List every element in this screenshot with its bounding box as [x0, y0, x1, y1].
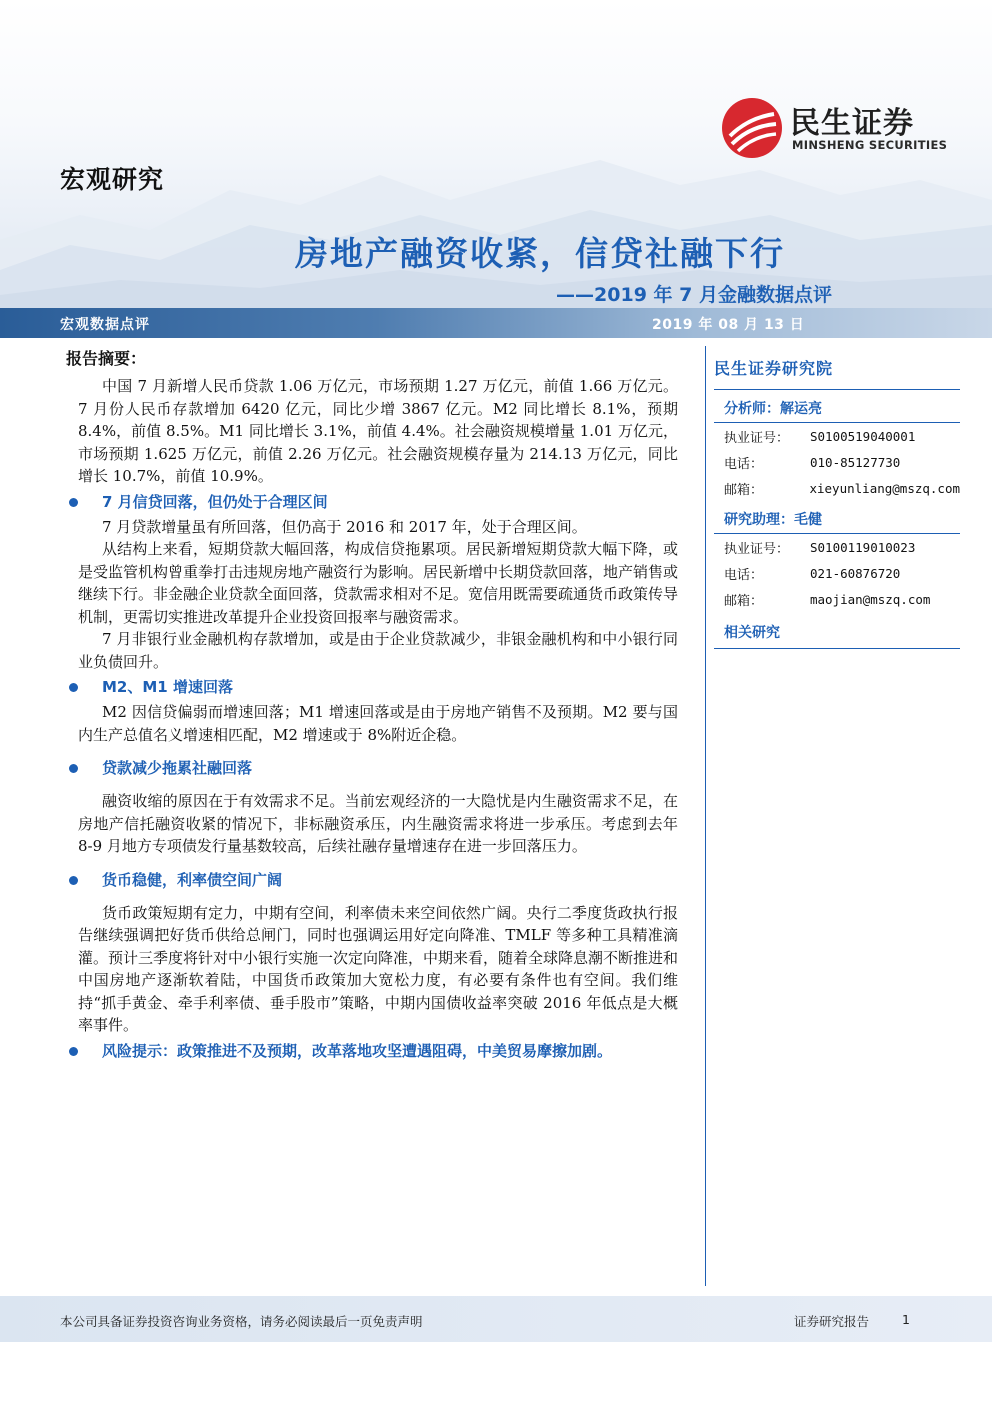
- page-footer: [0, 1296, 992, 1342]
- paragraph: 从结构上来看，短期贷款大幅回落，构成信贷拖累项。居民新增短期贷款大幅下降，或是受监管机构曾重拳打击违规房地产融资行为影响。居民新增中长期贷款回落，地产销售或继续下行。非金融企业贷款全面回落，贷款需求相对不足。宽信用既需要疏通货币政策传导机制，更需切实推进改革提升企业投资回报率与融资需求。: [78, 540, 679, 626]
- bullet-text: M2、M1 增速回落: [102, 678, 233, 696]
- bullet-heading-m2: [66, 677, 678, 697]
- institute-name: 民生证券研究院: [714, 356, 960, 390]
- license-key: 执业证号：: [724, 541, 790, 557]
- bullet-dot-icon: [69, 876, 78, 885]
- analyst-heading: 分析师：解运亮: [714, 390, 960, 423]
- bullet-dot-icon: [69, 683, 78, 692]
- analyst-phone-row: [714, 449, 960, 475]
- logo-chinese-name: 民生证券: [790, 106, 914, 141]
- report-subtitle: ——2019 年 7 月金融数据点评: [556, 284, 832, 306]
- license-value: S0100119010023: [810, 539, 916, 555]
- logo-english-name: MINSHENG SECURITIES: [792, 138, 948, 152]
- summary-label: 报告摘要：: [66, 349, 147, 368]
- category-bar: [0, 308, 992, 338]
- email-value[interactable]: xieyunliang@mszq.com: [809, 480, 960, 496]
- analyst-email-row: [714, 475, 960, 501]
- bullet-dot-icon: [69, 498, 78, 507]
- assistant-license-row: [714, 534, 960, 560]
- report-title: 房地产融资收紧，信贷社融下行: [295, 234, 785, 273]
- assistant-email-row: [714, 586, 960, 612]
- footer-disclaimer: 本公司具备证券投资咨询业务资格，请务必阅读最后一页免责声明: [60, 1314, 423, 1329]
- bullet-heading-financing: [66, 758, 678, 778]
- bullet-dot-icon: [69, 1047, 78, 1056]
- bullet-text: 贷款减少拖累社融回落: [102, 759, 253, 777]
- email-key: 邮箱：: [724, 482, 764, 498]
- phone-key: 电话：: [724, 456, 764, 472]
- phone-value: 010-85127730: [810, 454, 901, 470]
- analyst-license-row: [714, 423, 960, 449]
- assistant-phone-row: [714, 560, 960, 586]
- section-label: 宏观研究: [60, 165, 165, 194]
- sidebar: [714, 356, 960, 649]
- phone-key: 电话：: [724, 567, 764, 583]
- paragraph: M2 因信贷偏弱而增速回落；M1 增速回落或是由于房地产销售不及预期。M2 要与国内生产总值名义增速相匹配，M2 增速或于 8%附近企稳。: [78, 703, 678, 744]
- bullet-heading-credit: [66, 492, 678, 512]
- report-category: 宏观数据点评: [60, 317, 150, 333]
- bullet-heading-risk: [66, 1041, 678, 1061]
- bullet-text: 7 月信贷回落，但仍处于合理区间: [102, 492, 328, 511]
- footer-doc-type: 证券研究报告: [794, 1314, 870, 1329]
- paragraph: 7 月非银行业金融机构存款增加，或是由于企业贷款减少，非银金融机构和中小银行同业负债回升。: [78, 630, 678, 671]
- bullet-heading-monetary: [66, 870, 678, 890]
- column-divider: [705, 346, 706, 1286]
- report-date: 2019 年 08 月 13 日: [652, 317, 805, 333]
- email-key: 邮箱：: [724, 593, 764, 609]
- bullet-dot-icon: [69, 764, 78, 773]
- paragraph: 融资收缩的原因在于有效需求不足。当前宏观经济的一大隐忧是内生融资需求不足，在房地产信托融资收紧的情况下，非标融资承压，内生融资需求将进一步承压。考虑到去年 8-9 月地方专项债发行量基数较高，后续社融存量增速存在进一步回落压力。: [78, 792, 678, 855]
- bullet-text: 货币稳健，利率债空间广阔: [102, 870, 283, 889]
- phone-value: 021-60876720: [810, 565, 901, 581]
- paragraph: 货币政策短期有定力，中期有空间，利率债未来空间依然广阔。央行二季度货政执行报告继续强调把好货币供给总闸门，同时也强调运用好定向降准、TMLF 等多种工具精准滴灌。预计三季度将针对中小银行实施一次定向降准，中期来看，随着全球降息潮不断推进和中国房地产逐渐软着陆，中国货币政策加大宽松力度，有必要有条件也有空间。我们维持“抓手黄金、牵手利率债、垂手股市”策略，中期内国债收益率突破 2016 年低点是大概率事件。: [78, 903, 679, 1034]
- intro-paragraph: 中国 7 月新增人民币贷款 1.06 万亿元，市场预期 1.27 万亿元，前值 1.66 万亿元。7 月份人民币存款增加 6420 亿元，同比少增 3867 亿元。M2 同比增长 8.1%，预期 8.4%，前值 8.5%。M1 同比增长 3.1%，前值 4.4%。社会融资规模增量 1.01 万亿元，市场预期 1.625 万亿元，前值 2.26 万亿元。社会融资规模存量为 214.13 万亿元，同比增长 10.7%，前值 10.9%。: [78, 377, 678, 485]
- bullet-text: 风险提示：政策推进不及预期，改革落地攻坚遭遇阻碍，中美贸易摩擦加剧。: [102, 1041, 613, 1060]
- minsheng-logo: [720, 96, 960, 160]
- license-key: 执业证号：: [724, 430, 790, 446]
- paragraph: 7 月贷款增量虽有所回落，但仍高于 2016 和 2017 年，处于合理区间。: [102, 517, 587, 536]
- assistant-heading: 研究助理：毛健: [714, 501, 960, 534]
- email-value[interactable]: maojian@mszq.com: [810, 591, 931, 607]
- related-research-heading: 相关研究: [714, 612, 960, 649]
- report-body: [66, 346, 678, 1065]
- minsheng-logo-mark-icon: [720, 96, 784, 160]
- page-number: 1: [902, 1312, 910, 1327]
- license-value: S0100519040001: [810, 428, 916, 444]
